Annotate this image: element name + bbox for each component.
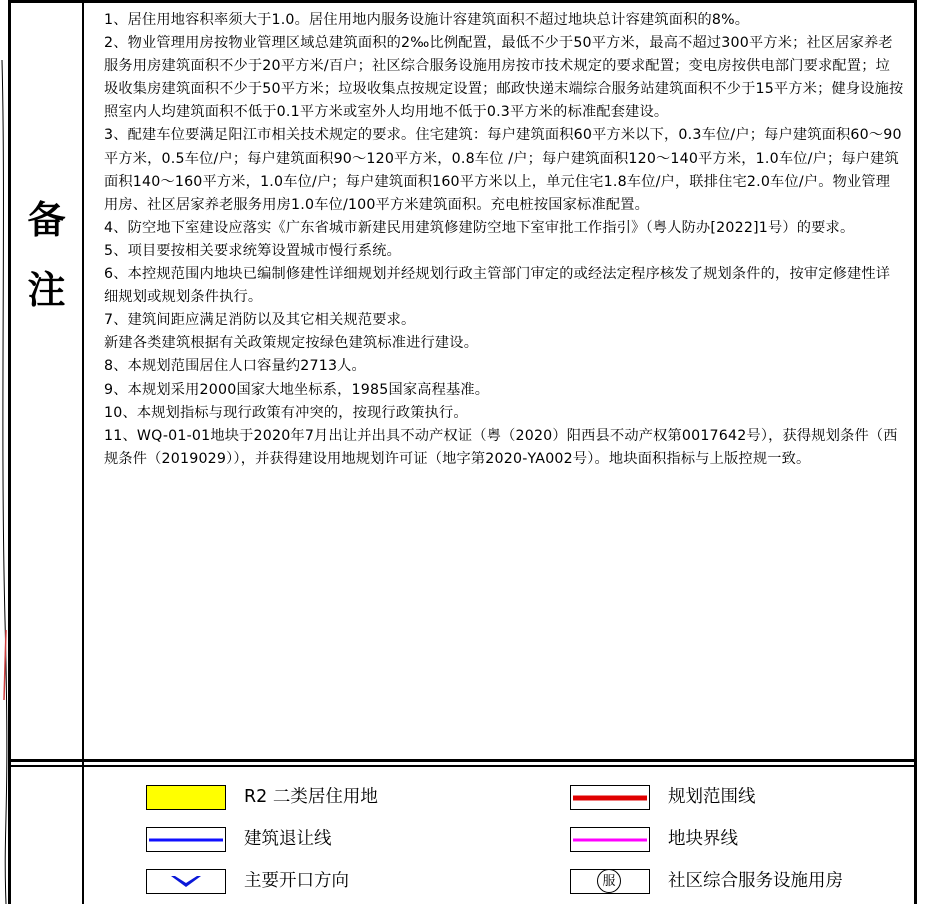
- table-divider-inner: [8, 765, 917, 767]
- setback-line-swatch: [146, 827, 226, 852]
- table-left-border: [8, 0, 11, 904]
- note-8: 8、本规划范围居住人口容量约2713人。: [104, 358, 366, 375]
- remarks-heading-char-2: 注: [27, 267, 66, 312]
- remarks-notes: [104, 9, 904, 471]
- parcel-line-swatch: [570, 827, 650, 852]
- entrance-direction-label: 主要开口方向: [244, 871, 349, 891]
- note-7b: 新建各类建筑根据有关政策规定按绿色建筑标准进行建设。: [104, 335, 479, 352]
- service-facility-swatch: [570, 869, 650, 894]
- note-6: 6、本控规范围内地块已编制修建性详细规划并经规划行政主管部门审定的或经法定程序核发了规划条件的，按审定修建性详细规划或规划条件执行。: [104, 266, 891, 306]
- service-symbol-char: 服: [602, 873, 616, 889]
- note-4: 4、防空地下室建设应落实《广东省城市新建民用建筑修建防空地下室审批工作指引》（粤人防办[2022]1号）的要求。: [104, 219, 855, 236]
- boundary-line-label: 规划范围线: [668, 787, 756, 807]
- service-symbol-icon: [597, 869, 621, 893]
- parcel-line-stroke: [573, 838, 647, 841]
- parcel-line-label: 地块界线: [668, 829, 738, 849]
- note-9: 9、本规划采用2000国家大地坐标系，1985国家高程基准。: [104, 381, 490, 398]
- table-top-border: [8, 0, 917, 3]
- r2-label: R2 二类居住用地: [244, 787, 378, 807]
- boundary-line-stroke: [573, 795, 647, 800]
- note-5: 5、项目要按相关要求统筹设置城市慢行系统。: [104, 242, 401, 259]
- note-11: 11、WQ-01-01地块于2020年7月出让并出具不动产权证（粤（2020）阳西县不动产权第0017642号），获得规划条件（西规条件（2019029）），并获得建设用地规划许可证（地字第2020-YA002号）。地块面积指标与上版控规一致。: [104, 427, 898, 467]
- note-3: 3、配建车位要满足阳江市相关技术规定的要求。住宅建筑：每户建筑面积60平方米以下，0.3车位/户；每户建筑面积60～90平方米，0.5车位/户；每户建筑面积90～120平方米，0.8车位 /户；每户建筑面积120～140平方米，1.0车位/户；每户建筑面积140～160平方米，1.0车位/户；每户建筑面积160平方米以上，单元住宅1.8车位/户，联排住宅2.0车位/户。物业管理用房、社区居家养老服务用房1.0车位/100平方米建筑面积。充电桩按国家标准配置。: [104, 127, 902, 213]
- boundary-line-swatch: [570, 785, 650, 810]
- service-facility-label: 社区综合服务设施用房: [668, 871, 843, 891]
- note-7: 7、建筑间距应满足消防以及其它相关规范要求。: [104, 312, 416, 329]
- note-2: 2、物业管理用房按物业管理区域总建筑面积的2‰比例配置，最低不少于50平方米，最高不超过300平方米；社区居家养老服务用房建筑面积不少于20平方米/百户；社区综合服务设施用房按市技术规定的要求配置；变电房按供电部门要求配置；垃圾收集房建筑面积不少于50平方米；垃圾收集点按规定设置；邮政快递末端综合服务站建筑面积不少于15平方米；健身设施按照室内人均建筑面积不低于0.1平方米或室外人均用地不低于0.3平方米的标准配套建设。: [104, 35, 904, 121]
- setback-line-label: 建筑退让线: [244, 829, 332, 849]
- r2-swatch: [146, 785, 226, 810]
- remarks-heading: [10, 180, 83, 330]
- label-column-divider: [82, 0, 84, 904]
- table-divider: [8, 759, 917, 762]
- chevron-down-icon: [147, 870, 225, 893]
- entrance-direction-swatch: [146, 869, 226, 894]
- setback-line-stroke: [149, 838, 223, 841]
- note-10: 10、本规划指标与现行政策有冲突的，按现行政策执行。: [104, 404, 468, 421]
- table-right-border: [914, 0, 917, 904]
- map-edge-fragment: [0, 0, 8, 904]
- note-1: 1、居住用地容积率须大于1.0。居住用地内服务设施计容建筑面积不超过地块总计容建筑面积的8%。: [104, 12, 750, 28]
- remarks-heading-char-1: 备: [27, 197, 66, 242]
